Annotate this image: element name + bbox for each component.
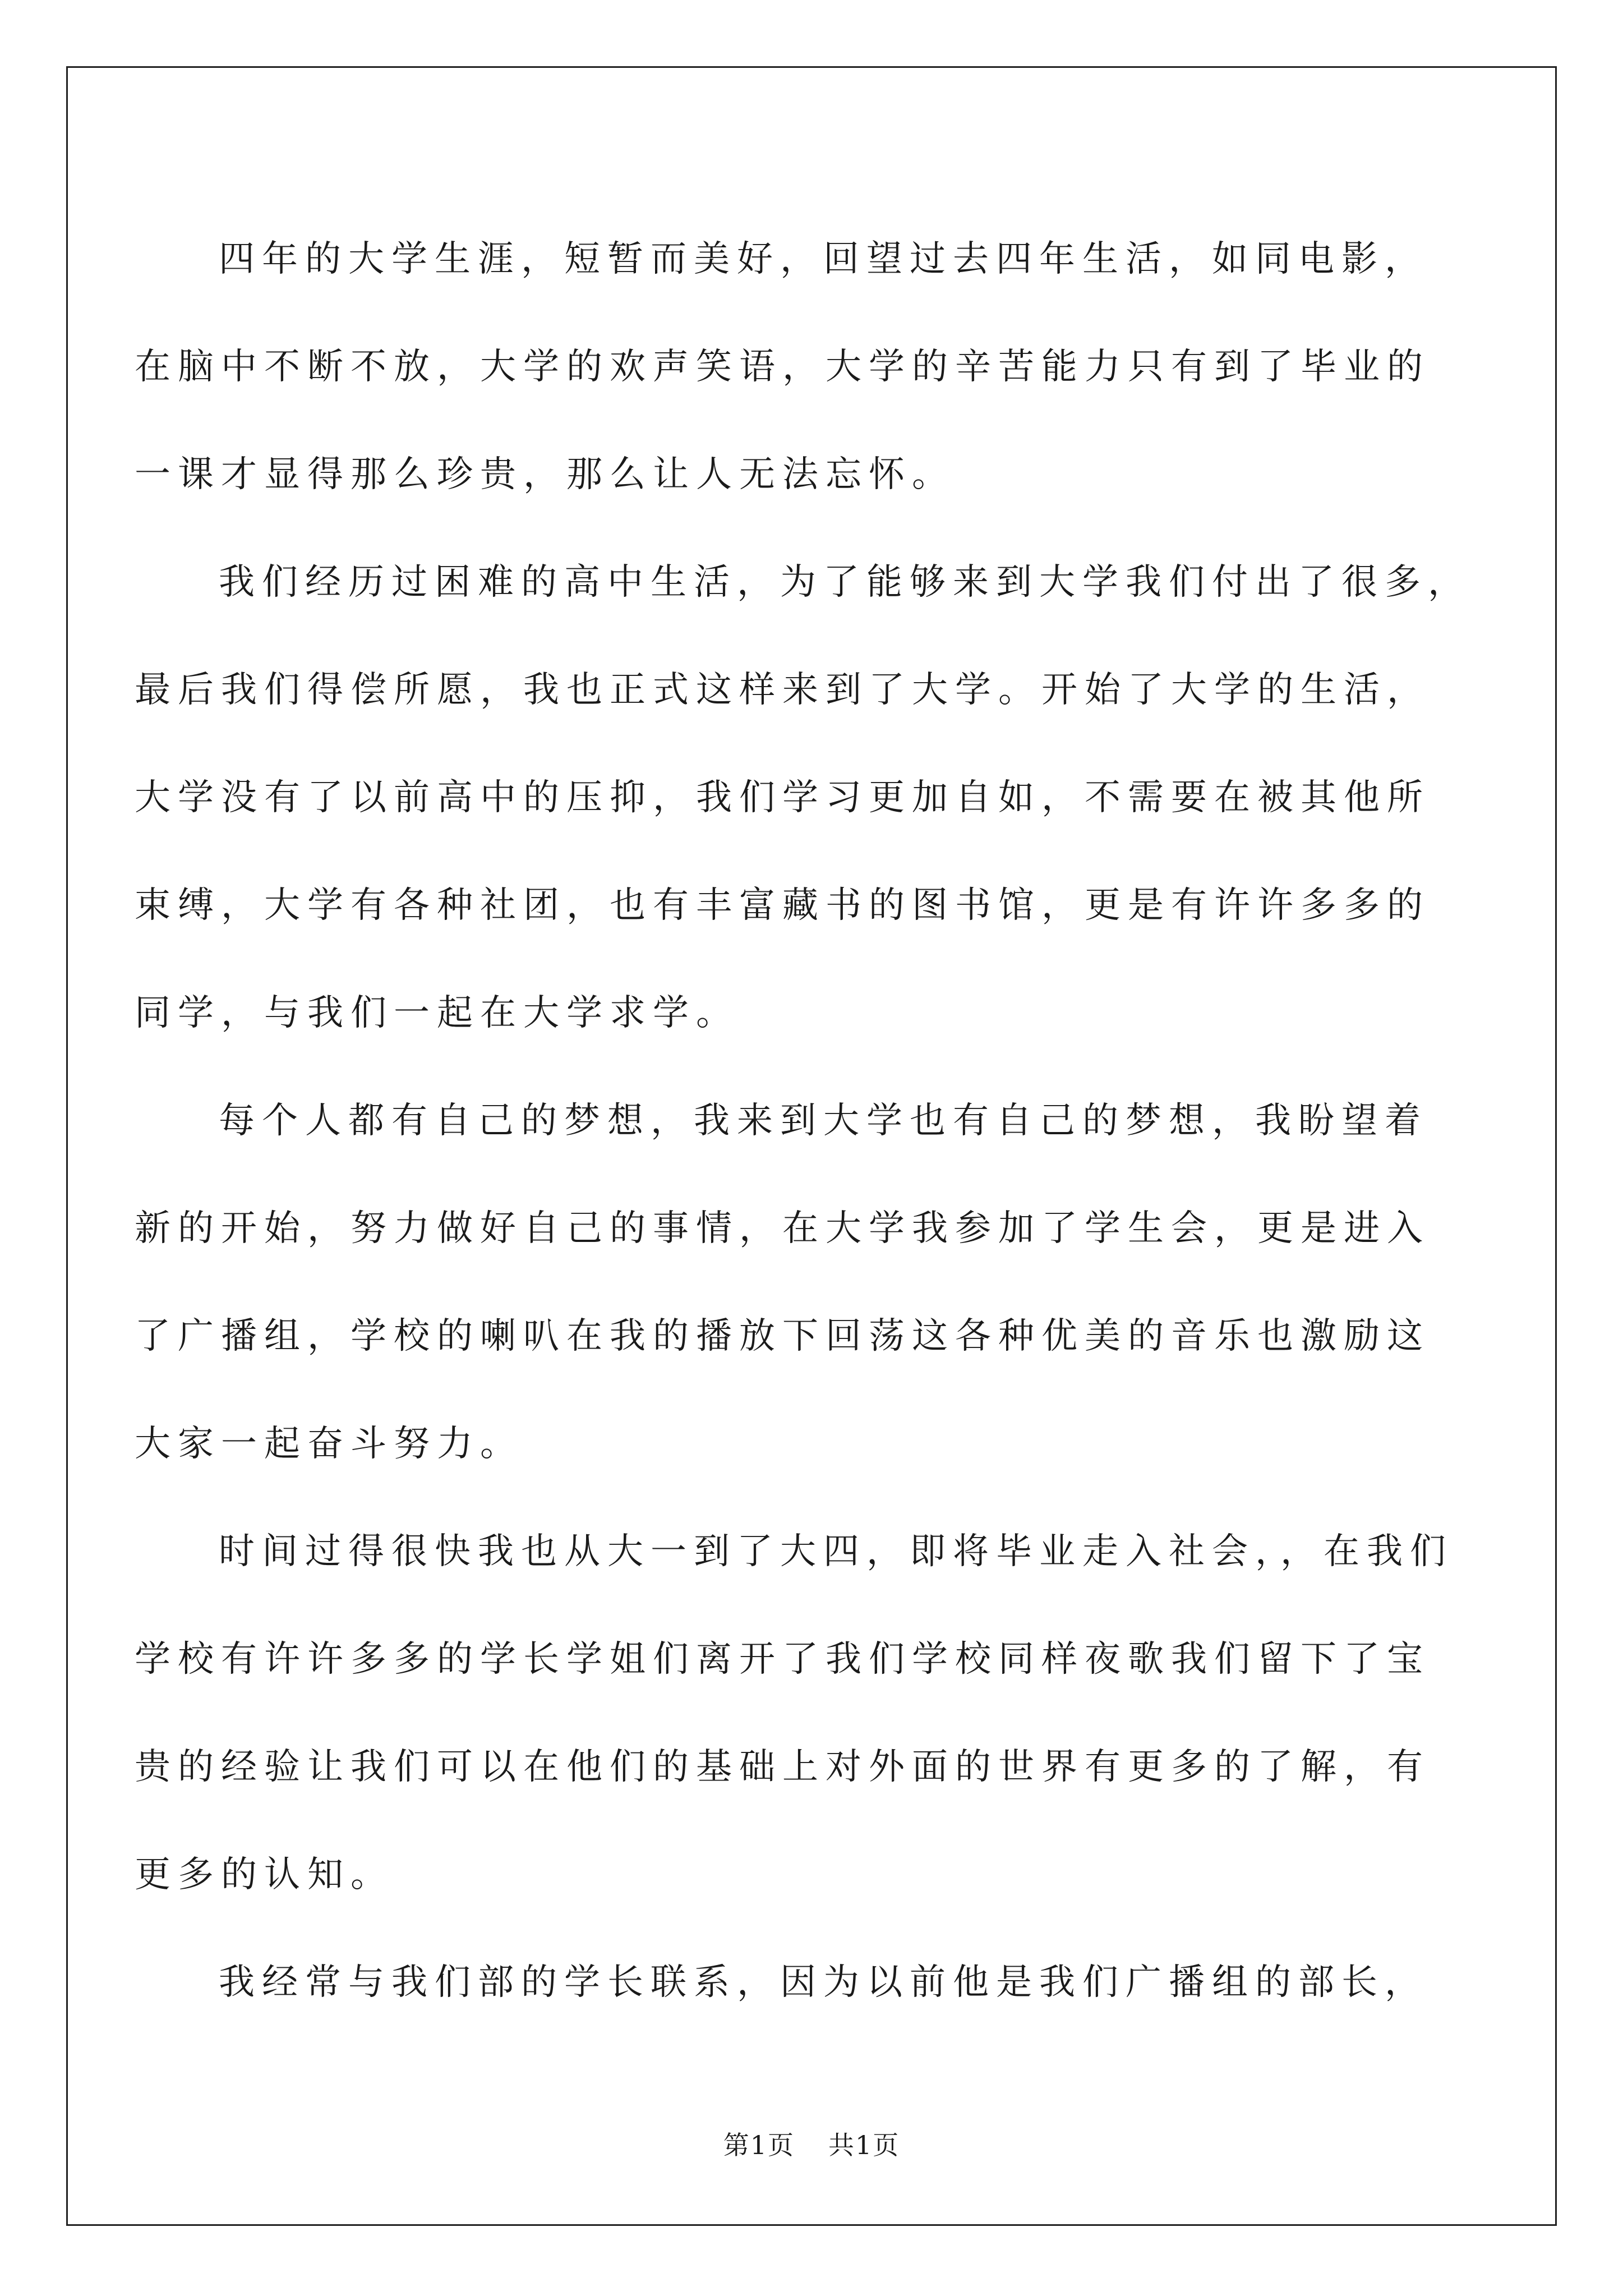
paragraph-2-line-3: 大学没有了以前高中的压抑，我们学习更加自如，不需要在被其他所 <box>135 777 1430 818</box>
paragraph-2-line-2: 最后我们得偿所愿，我也正式这样来到了大学。开始了大学的生活， <box>135 669 1430 711</box>
document-body <box>135 205 1469 2036</box>
paragraph-3-line-1: 每个人都有自己的梦想，我来到大学也有自己的梦想，我盼望着 <box>219 1100 1428 1142</box>
paragraph-4-line-1: 时间过得很快我也从大一到了大四，即将毕业走入社会，，在我们 <box>219 1531 1453 1572</box>
page-number-total: 共1页 <box>828 2130 900 2160</box>
paragraph-2-line-5: 同学，与我们一起在大学求学。 <box>135 992 739 1034</box>
paragraph-2-line-4: 束缚，大学有各种社团，也有丰富藏书的图书馆，更是有许许多多的 <box>135 885 1430 926</box>
paragraph-5-line-1: 我经常与我们部的学长联系，因为以前他是我们广播组的部长， <box>219 1962 1428 2003</box>
paragraph-1-line-1: 四年的大学生涯，短暂而美好，回望过去四年生活，如同电影， <box>219 238 1428 280</box>
page-number-current: 第1页 <box>723 2130 795 2160</box>
page-footer <box>0 2125 1623 2162</box>
paragraph-4-line-3: 贵的经验让我们可以在他们的基础上对外面的世界有更多的了解，有 <box>135 1746 1430 1788</box>
paragraph-3-line-2: 新的开始，努力做好自己的事情，在大学我参加了学生会，更是进入 <box>135 1208 1430 1249</box>
paragraph-4-line-4: 更多的认知。 <box>135 1854 394 1895</box>
paragraph-4-line-2: 学校有许许多多的学长学姐们离开了我们学校同样夜歌我们留下了宝 <box>135 1639 1430 1680</box>
paragraph-3-line-4: 大家一起奋斗努力。 <box>135 1423 523 1465</box>
paragraph-2-line-1: 我们经历过困难的高中生活，为了能够来到大学我们付出了很多， <box>219 562 1471 603</box>
paragraph-1-line-2: 在脑中不断不放，大学的欢声笑语，大学的辛苦能力只有到了毕业的 <box>135 346 1430 388</box>
paragraph-3-line-3: 了广播组，学校的喇叭在我的播放下回荡这各种优美的音乐也激励这 <box>135 1315 1430 1357</box>
paragraph-1-line-3: 一课才显得那么珍贵，那么让人无法忘怀。 <box>135 454 955 495</box>
